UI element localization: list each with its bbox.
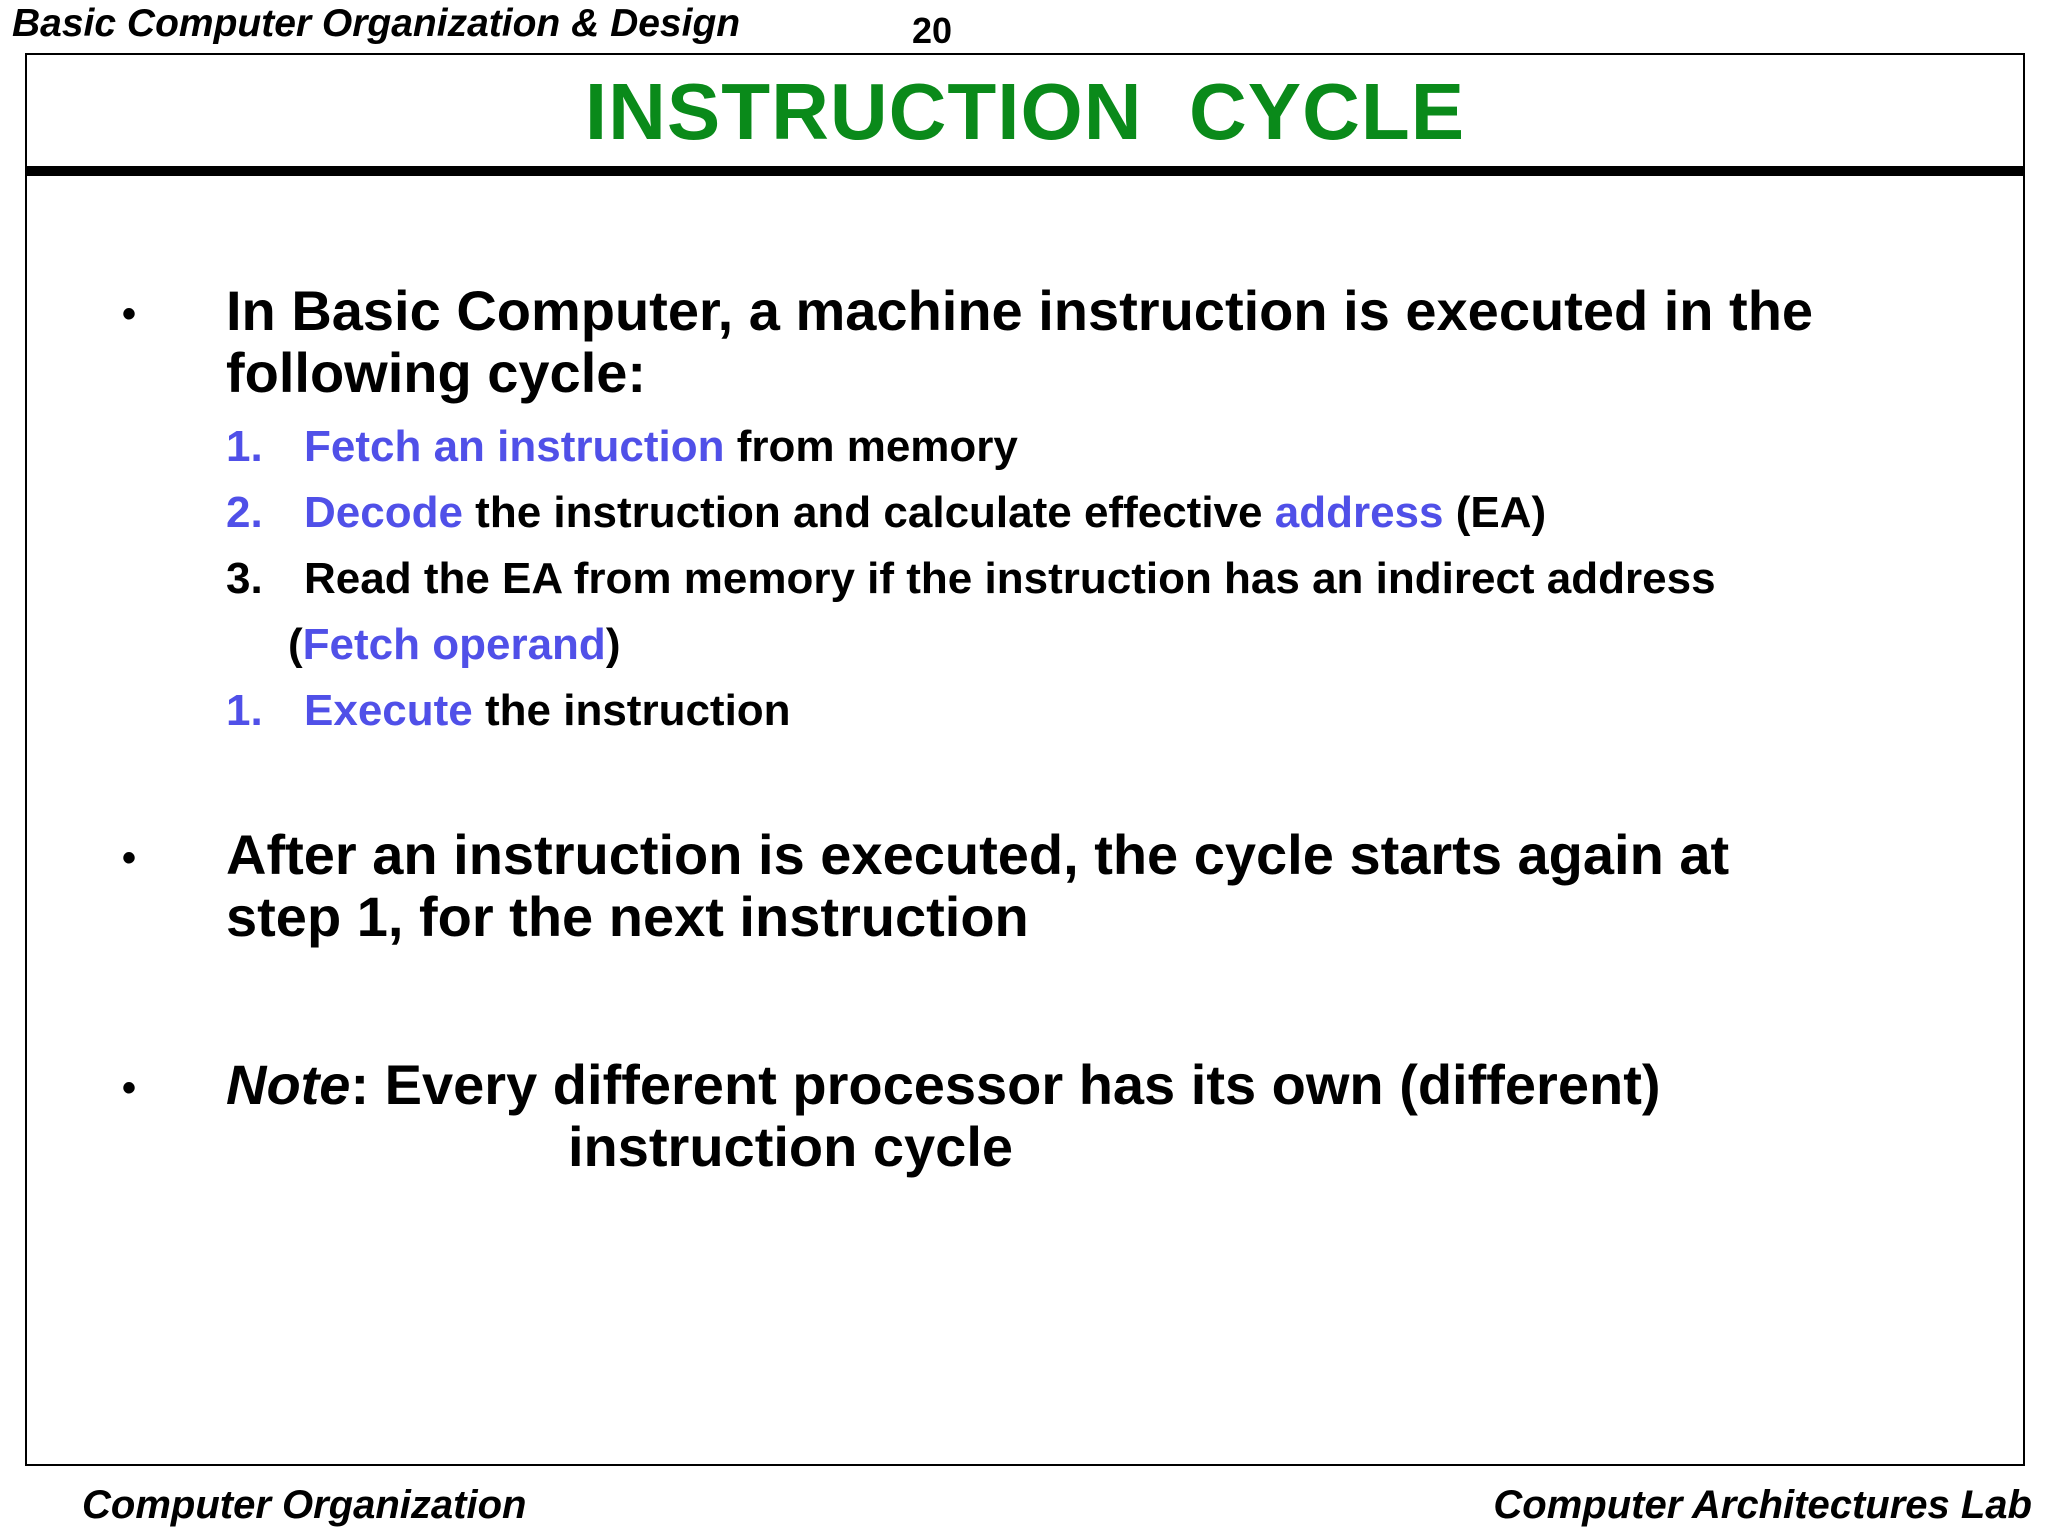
step-3-paren-open: ( — [288, 620, 303, 669]
step-3 — [226, 552, 1716, 606]
step-4 — [226, 684, 791, 738]
step-2-number: 2. — [226, 488, 263, 537]
bullet-3-text — [226, 1054, 1946, 1116]
step-3-continuation — [288, 618, 620, 672]
step-3-number: 3. — [226, 554, 263, 603]
step-3-highlight: Fetch operand — [302, 620, 606, 669]
slide-frame — [25, 53, 2025, 1466]
step-2-highlight: Decode — [304, 488, 463, 537]
bullet-1-text: In Basic Computer, a machine instruction is executed in the following cycle: — [226, 279, 1814, 404]
step-3-text: Read the EA from memory if the instruction has an indirect address — [304, 554, 1716, 603]
footer-course: Computer Organization — [82, 1483, 527, 1527]
bullet-2-text: After an instruction is executed, the cycle starts again at step 1, for the next instruction — [226, 823, 1730, 948]
step-4-rest: the instruction — [472, 686, 791, 735]
step-4-highlight: Execute — [304, 686, 473, 735]
step-1-rest: from memory — [724, 422, 1018, 471]
step-1 — [226, 420, 1018, 474]
step-2-rest: (EA) — [1443, 488, 1547, 537]
step-2-middle: the instruction and calculate effective — [462, 488, 1275, 537]
course-title: Basic Computer Organization & Design — [12, 2, 741, 45]
step-1-number: 1. — [226, 422, 263, 471]
step-2 — [226, 486, 1546, 540]
note-label: Note — [226, 1053, 351, 1116]
bullet-marker: • — [122, 836, 137, 880]
note-text: : Every different processor has its own (different) — [350, 1053, 1661, 1116]
bullet-marker: • — [122, 292, 137, 336]
step-2-highlight-address: address — [1274, 488, 1444, 537]
bullet-marker: • — [122, 1066, 137, 1110]
page-number: 20 — [912, 10, 953, 51]
step-3-paren-close: ) — [605, 620, 621, 669]
step-1-highlight: Fetch an instruction — [304, 422, 725, 471]
title-divider — [25, 166, 2025, 176]
note-line-2: instruction cycle — [568, 1115, 1014, 1178]
footer-lab: Computer Architectures Lab — [1493, 1483, 2032, 1527]
step-4-number: 1. — [226, 686, 263, 735]
slide-title: INSTRUCTION CYCLE — [584, 67, 1466, 156]
